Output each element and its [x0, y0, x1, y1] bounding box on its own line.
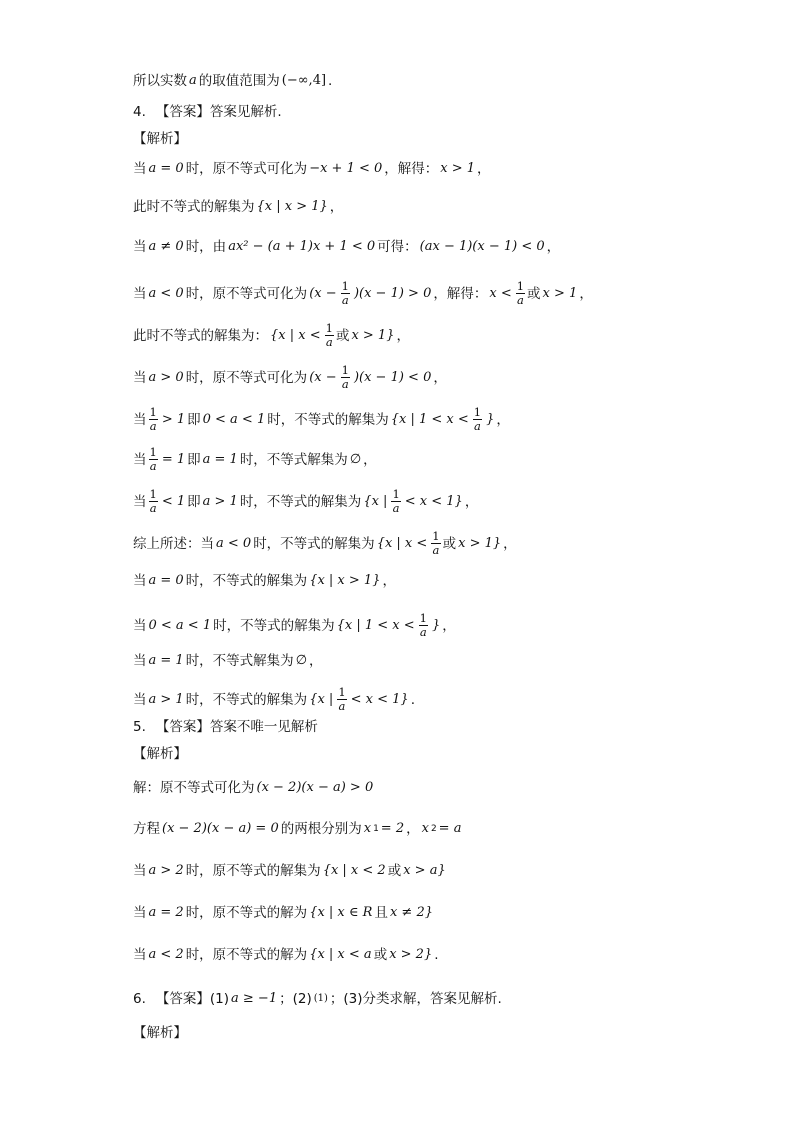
analysis-label: 【解析】 [133, 1025, 187, 1041]
fraction: $\frac{1}{a}$ [516, 279, 525, 307]
line-a-eq-2: 当 a = 2 时，原不等式的解为 {x | x ∈ R 且 x ≠ 2} [133, 905, 433, 921]
line-case-1-over-a-eq-1: 当 $\frac{1}{a}$ = 1 即 a = 1 时，不等式解集为 ∅ ， [133, 445, 377, 473]
line-summary-a-eq-0: 当 a = 0 时，不等式的解集为 {x | x > 1} ， [133, 573, 396, 589]
line-case-1-over-a-gt-1: 当 $\frac{1}{a}$ > 1 即 0 < a < 1 时，不等式的解集为 {x | 1 < x < $\frac{1}{a}$ } ， [133, 405, 510, 433]
fraction: $\frac{1}{a}$ [473, 405, 482, 433]
fraction: $\frac{1}{a}$ [392, 487, 400, 515]
answer-5-heading: 5. 【答案】 答案不唯一见解析 [133, 719, 318, 735]
line-a-lt-2: 当 a < 2 时，原不等式的解为 {x | x < a 或 x > 2} . [133, 947, 439, 963]
fraction: $\frac{1}{a}$ [419, 611, 427, 639]
line-a-neq-0: 当 a ≠ 0 时，由 ax² − (a + 1)x + 1 < 0 可得： (ax − 1)(x − 1) < 0 ， [133, 239, 561, 255]
line-range-conclusion: 所以实数 a 的取值范围为 (−∞,4] . [133, 73, 333, 89]
fraction: $\frac{1}{a}$ [338, 685, 346, 713]
answer-4-heading: 4. 【答案】 答案见解析. [133, 104, 282, 120]
fraction: $\frac{1}{a}$ [341, 363, 349, 391]
fraction: $\frac{1}{a}$ [432, 529, 440, 557]
line-a-lt-0: 当 a < 0 时，原不等式可化为 (x − $\frac{1}{a}$ )(x − 1) > 0 ，解得： x < $\frac{1}{a}$ 或 x > 1 ， [133, 279, 593, 307]
line-summary-a-eq-1: 当 a = 1 时，不等式解集为 ∅ ， [133, 653, 323, 669]
line-solution-set-2: 此时不等式的解集为： {x | x < $\frac{1}{a}$ 或 x > 1} ， [133, 321, 410, 349]
line-summary-a-lt-0: 综上所述：当 a < 0 时，不等式的解集为 {x | x < $\frac{1}{a}$ 或 x > 1} ， [133, 529, 517, 557]
line-a-gt-2: 当 a > 2 时，原不等式的解集为 {x | x < 2 或 x > a} [133, 863, 446, 879]
fraction: $\frac{1}{a}$ [149, 487, 157, 515]
line-roots: 方程 (x − 2)(x − a) = 0 的两根分别为 x 1 = 2 ， x 2 = a [133, 821, 462, 837]
fraction: $\frac{1}{a}$ [341, 279, 349, 307]
line-solution-set-1: 此时不等式的解集为 {x | x > 1} ， [133, 199, 344, 215]
analysis-label: 【解析】 [133, 131, 187, 147]
line-summary-a-gt-1: 当 a > 1 时，不等式的解集为 {x | $\frac{1}{a}$ < x < 1} . [133, 685, 415, 713]
fraction: $\frac{1}{a}$ [325, 321, 333, 349]
line-a-gt-0: 当 a > 0 时，原不等式可化为 (x − $\frac{1}{a}$ )(x − 1) < 0 ， [133, 363, 447, 391]
line-a-eq-0: 当 a = 0 时，原不等式可化为 −x + 1 < 0 ，解得： x > 1 ， [133, 161, 491, 177]
line-ineq-factored: 解：原不等式可化为 (x − 2)(x − a) > 0 [133, 780, 374, 796]
analysis-label: 【解析】 [133, 746, 187, 762]
line-summary-0-lt-a-lt-1: 当 0 < a < 1 时，不等式的解集为 {x | 1 < x < $\frac{1}{a}$ } ， [133, 611, 456, 639]
fraction: $\frac{1}{a}$ [149, 405, 157, 433]
line-case-1-over-a-lt-1: 当 $\frac{1}{a}$ < 1 即 a > 1 时，不等式的解集为 {x | $\frac{1}{a}$ < x < 1} ， [133, 487, 479, 515]
fraction: $\frac{1}{a}$ [149, 445, 157, 473]
answer-6-heading: 6. 【答案】 (1) a ≥ −1 ；(2) (1) ；(3)分类求解，答案见解析. [133, 991, 502, 1007]
